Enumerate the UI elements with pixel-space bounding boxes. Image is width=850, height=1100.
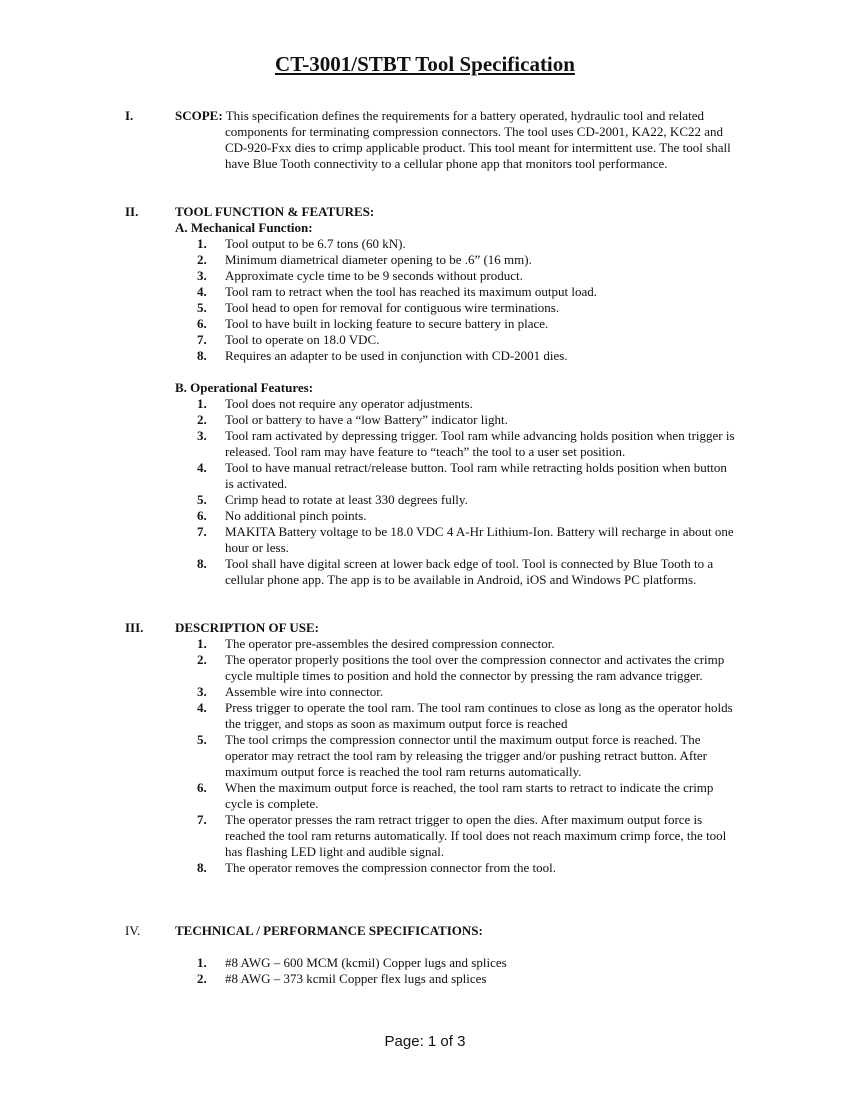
item-number: 7. (197, 524, 207, 539)
item-text: Tool to operate on 18.0 VDC. (225, 332, 380, 347)
item-number: 3. (197, 684, 207, 699)
list-item (197, 492, 737, 508)
item-text: Tool shall have digital screen at lower back edge of tool. Tool is connected by Blue Tooth to a cellular phone app. The app is to be available in Android, iOS and Windows PC platforms. (225, 556, 714, 587)
item-number: 8. (197, 556, 207, 571)
item-text: #8 AWG – 600 MCM (kcmil) Copper lugs and splices (225, 955, 507, 970)
item-text: Press trigger to operate the tool ram. The tool ram continues to close as long as the operator holds the trigger, and stops as soon as maximum output force is reached (225, 700, 733, 731)
section-scope (175, 108, 735, 172)
section-heading-tool: TOOL FUNCTION & FEATURES: (175, 204, 375, 219)
item-number: 4. (197, 460, 207, 475)
list-item (197, 780, 737, 812)
subsection-heading-operational: B. Operational Features: (175, 380, 314, 395)
list-item (197, 508, 737, 524)
item-text: Tool to have manual retract/release button. Tool ram while retracting holds position when button is activated. (225, 460, 727, 491)
item-number: 6. (197, 780, 207, 795)
item-text: Tool ram to retract when the tool has reached its maximum output load. (225, 284, 598, 299)
item-number: 1. (197, 396, 207, 411)
item-text: Approximate cycle time to be 9 seconds without product. (225, 268, 523, 283)
item-number: 7. (197, 812, 207, 827)
list-item (197, 252, 737, 268)
section-number-scope: I. (125, 108, 134, 123)
item-number: 1. (197, 236, 207, 251)
item-text: Tool to have built in locking feature to secure battery in place. (225, 316, 549, 331)
item-number: 2. (197, 652, 207, 667)
item-number: 3. (197, 428, 207, 443)
item-text: MAKITA Battery voltage to be 18.0 VDC 4 A-Hr Lithium-Ion. Battery will recharge in about one hour or less. (225, 524, 734, 555)
list-item (197, 284, 737, 300)
item-number: 7. (197, 332, 207, 347)
list-item (197, 396, 737, 412)
item-text: Crimp head to rotate at least 330 degrees fully. (225, 492, 468, 507)
item-text: No additional pinch points. (225, 508, 367, 523)
description-of-use-list (197, 636, 737, 876)
list-item (197, 428, 737, 460)
item-number: 5. (197, 300, 207, 315)
item-number: 2. (197, 412, 207, 427)
list-item (197, 316, 737, 332)
scope-heading: SCOPE: (175, 108, 223, 123)
mechanical-function-list (197, 236, 737, 364)
item-text: Tool ram activated by depressing trigger. Tool ram while advancing holds position when trigger is released. Tool ram may have feature to “teach” the tool to a user set position. (225, 428, 735, 459)
item-text: Requires an adapter to be used in conjunction with CD-2001 dies. (225, 348, 568, 363)
item-text: The tool crimps the compression connector until the maximum output force is reached. The operator may retract the tool ram by releasing the trigger and/or pushing retract button. After maximum output force is reached the tool ram returns automatically. (225, 732, 707, 779)
page-footer: Page: 1 of 3 (384, 1033, 466, 1050)
section-number-tool: II. (125, 204, 139, 219)
list-item (197, 556, 737, 588)
list-item (197, 684, 737, 700)
list-item (197, 636, 737, 652)
item-number: 5. (197, 492, 207, 507)
list-item (197, 524, 737, 556)
item-number: 1. (197, 636, 207, 651)
section-number-tech: IV. (125, 923, 141, 938)
document-title: CT-3001/STBT Tool Specification (275, 52, 575, 76)
list-item (197, 860, 737, 876)
list-item (197, 236, 737, 252)
list-item (197, 652, 737, 684)
list-item (197, 268, 737, 284)
item-text: When the maximum output force is reached, the tool ram starts to retract to indicate the crimp cycle is complete. (225, 780, 714, 811)
item-text: The operator removes the compression connector from the tool. (225, 860, 557, 875)
item-number: 1. (197, 955, 207, 970)
item-text: Tool or battery to have a “low Battery” indicator light. (225, 412, 508, 427)
list-item (197, 300, 737, 316)
list-item (197, 732, 737, 780)
item-text: Tool head to open for removal for contiguous wire terminations. (225, 300, 560, 315)
list-item (197, 971, 737, 987)
item-number: 3. (197, 268, 207, 283)
list-item (197, 348, 737, 364)
item-text: The operator properly positions the tool over the compression connector and activates the crimp cycle multiple times to position and hold the connector by pressing the ram advance trigger. (225, 652, 725, 683)
item-number: 4. (197, 700, 207, 715)
item-text: #8 AWG – 373 kcmil Copper flex lugs and splices (225, 971, 487, 986)
item-number: 6. (197, 508, 207, 523)
section-number-use: III. (125, 620, 144, 635)
item-number: 8. (197, 348, 207, 363)
item-text: Assemble wire into connector. (225, 684, 384, 699)
list-item (197, 460, 737, 492)
section-heading-tech: TECHNICAL / PERFORMANCE SPECIFICATIONS: (175, 923, 483, 938)
item-text: Minimum diametrical diameter opening to be .6” (16 mm). (225, 252, 532, 267)
list-item (197, 700, 737, 732)
section-heading-use: DESCRIPTION OF USE: (175, 620, 319, 635)
item-number: 5. (197, 732, 207, 747)
item-text: The operator presses the ram retract trigger to open the dies. After maximum output force is reached the tool ram returns automatically. If tool does not reach maximum crimp force, the tool has flashing LED light and audible signal. (225, 812, 727, 859)
item-number: 4. (197, 284, 207, 299)
item-number: 8. (197, 860, 207, 875)
list-item (197, 812, 737, 860)
item-text: The operator pre-assembles the desired compression connector. (225, 636, 555, 651)
scope-text: This specification defines the requirements for a battery operated, hydraulic tool and related components for terminating compression connectors. The tool uses CD-2001, KA22, KC22 and CD-920-Fxx dies to crimp applicable product. This tool meant for intermittent use. The tool shall have Blue Tooth connectivity to a cellular phone app that monitors tool performance. (225, 108, 731, 171)
operational-features-list (197, 396, 737, 588)
item-text: Tool output to be 6.7 tons (60 kN). (225, 236, 406, 251)
list-item (197, 412, 737, 428)
list-item (197, 332, 737, 348)
technical-specifications-list (197, 955, 737, 987)
item-text: Tool does not require any operator adjustments. (225, 396, 473, 411)
subsection-heading-mechanical: A. Mechanical Function: (175, 220, 313, 235)
item-number: 6. (197, 316, 207, 331)
scope-paragraph (175, 108, 735, 172)
item-number: 2. (197, 971, 207, 986)
item-number: 2. (197, 252, 207, 267)
list-item (197, 955, 737, 971)
